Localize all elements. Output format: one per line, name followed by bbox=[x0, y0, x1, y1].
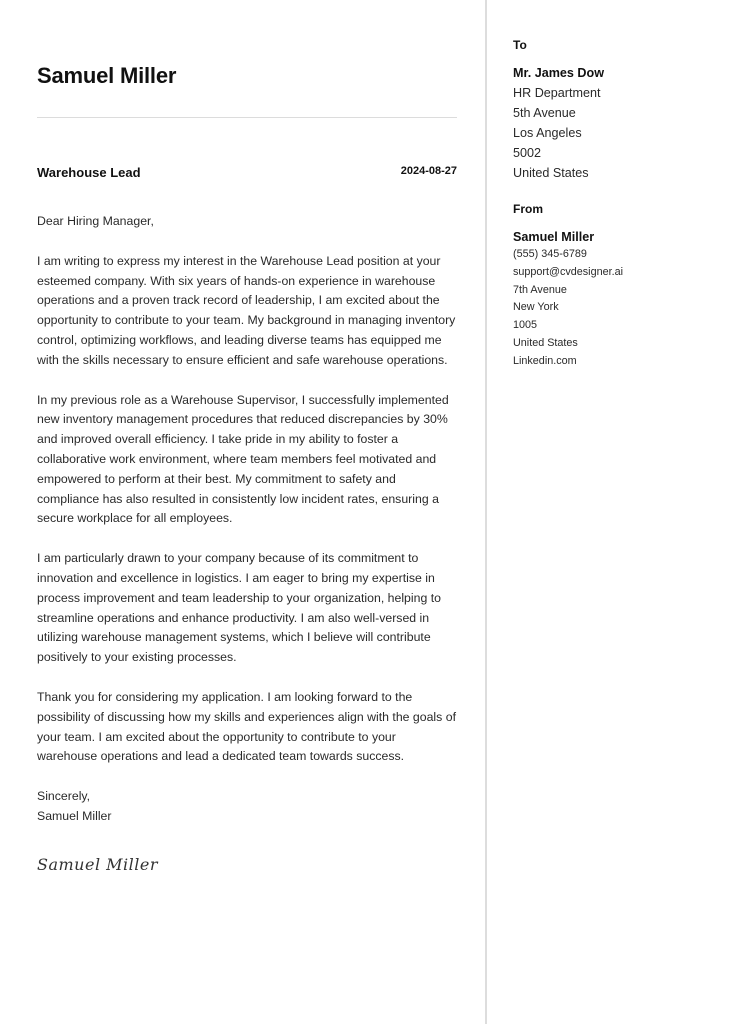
paragraph-2: In my previous role as a Warehouse Supervisor, I successfully implemented new inventory management procedures that reduced discrepancies by 30% and improved overall efficiency. I take pride in my ability to foster a collaborative work environment, where team members feel motivated and empowered to perform at their best. My commitment to safety and compliance has also resulted in consistently low incident rates, ensuring a secure workplace for all employees. bbox=[37, 392, 449, 526]
recipient-address bbox=[513, 63, 604, 183]
recipient-name: Mr. James Dow bbox=[513, 66, 604, 80]
recipient-zip: 5002 bbox=[513, 146, 542, 160]
column-divider bbox=[485, 0, 487, 1024]
header-divider bbox=[37, 117, 457, 118]
paragraph-1: I am writing to express my interest in the Warehouse Lead position at your esteemed company. With six years of hands-on experience in warehouse operations and a proven track record of leadership, I am excited about the opportunity to contribute to your team. My background in managing inventory control, optimizing workflows, and leading diverse teams has equipped me with the skills necessary to ensure efficient and safe warehouse operations. bbox=[37, 253, 456, 367]
recipient-street: 5th Avenue bbox=[513, 106, 576, 120]
sender-address bbox=[513, 228, 623, 371]
letter-date: 2024-08-27 bbox=[400, 165, 457, 177]
closing-name: Samuel Miller bbox=[37, 808, 112, 823]
sender-zip: 1005 bbox=[513, 319, 538, 332]
job-title: Warehouse Lead bbox=[37, 165, 141, 180]
to-heading: To bbox=[513, 38, 527, 52]
applicant-name: Samuel Miller bbox=[37, 63, 177, 88]
paragraph-3: I am particularly drawn to your company because of its commitment to innovation and excellence in logistics. I am eager to bring my expertise in process improvement and team leadership to your organization, helping to streamline operations and enhance productivity. I am also well-versed in utilizing warehouse management systems, which I believe will contribute positively to your existing processes. bbox=[37, 551, 441, 665]
sender-linkedin: Linkedin.com bbox=[513, 354, 577, 367]
sender-name: Samuel Miller bbox=[513, 230, 595, 244]
salutation: Dear Hiring Manager, bbox=[37, 214, 154, 228]
recipient-department: HR Department bbox=[513, 86, 601, 100]
sender-country: United States bbox=[513, 336, 578, 349]
letter-body bbox=[37, 212, 457, 827]
sender-phone: (555) 345-6789 bbox=[513, 248, 587, 260]
recipient-city: Los Angeles bbox=[513, 126, 582, 140]
handwritten-signature: Samuel Miller bbox=[37, 855, 158, 874]
paragraph-4: Thank you for considering my application. I am looking forward to the possibility of discussing how my skills and experiences align with the goals of your team. I am excited about the opportunity to contribute to your warehouse operations and lead a dedicated team towards success. bbox=[37, 689, 456, 764]
closing: Sincerely, bbox=[37, 789, 91, 804]
recipient-country: United States bbox=[513, 166, 589, 180]
sender-city: New York bbox=[513, 301, 559, 314]
sender-email: support@cvdesigner.ai bbox=[513, 265, 623, 278]
from-heading: From bbox=[513, 202, 543, 216]
sender-street: 7th Avenue bbox=[513, 283, 567, 296]
